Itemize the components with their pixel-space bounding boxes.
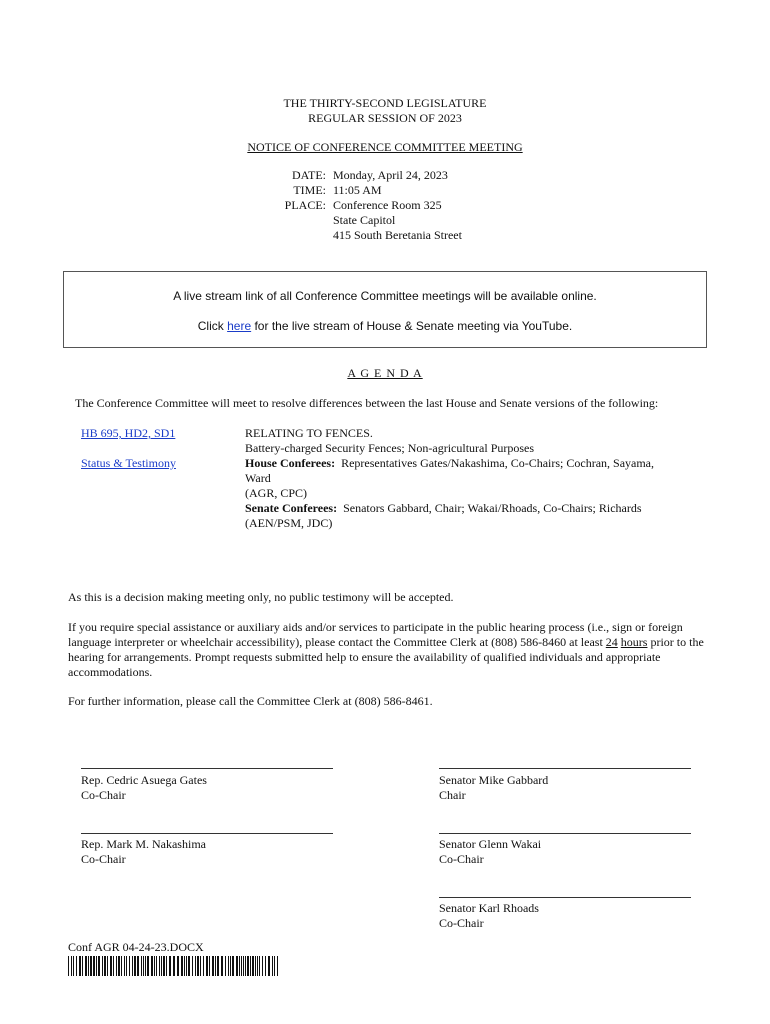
signature-line-rhoads: [439, 897, 691, 898]
bill-description: Battery-charged Security Fences; Non-agricultural Purposes: [245, 441, 535, 455]
place-line-1: Conference Room 325: [333, 198, 442, 212]
signature-line-nakashima: [81, 833, 333, 834]
signer-role: Co-Chair: [81, 788, 126, 802]
livestream-prefix: Click: [197, 319, 228, 333]
senate-committees: (AEN/PSM, JDC): [245, 516, 333, 530]
agenda-heading: A G E N D A: [347, 366, 423, 380]
livestream-line-2: [64, 319, 706, 334]
assistance-24: 24: [605, 635, 618, 649]
signer-name: Senator Karl Rhoads: [439, 901, 539, 915]
place-line-3: 415 South Beretania Street: [333, 228, 462, 242]
further-info-paragraph: For further information, please call the Committee Clerk at (808) 586-8461.: [68, 694, 433, 708]
livestream-suffix: for the live stream of House & Senate meeting via YouTube.: [251, 319, 573, 333]
signature-gates: [81, 773, 207, 803]
house-conferees-label: House Conferees:: [245, 456, 336, 470]
assistance-text-2: prior to the hearing for arrangements. Prompt requests submitted help to ensure the availability of qualified individuals and appropriate accommodations.: [68, 635, 704, 679]
signature-nakashima: [81, 837, 206, 867]
place-label: PLACE:: [284, 198, 326, 212]
signer-role: Co-Chair: [81, 852, 126, 866]
assistance-paragraph: [68, 620, 708, 680]
bill-relating: RELATING TO FENCES.: [245, 426, 373, 440]
signer-role: Co-Chair: [439, 916, 484, 930]
assistance-text-1: If you require special assistance or auxiliary aids and/or services to participate in the public hearing process (i.e., sign or foreign language interpreter or wheelchair accessibility), please contact the Committee Clerk at (808) 586-8460 at least: [68, 620, 683, 649]
agenda-intro: The Conference Committee will meet to resolve differences between the last House and Senate versions of the following:: [75, 396, 659, 410]
date-label: DATE:: [292, 168, 326, 182]
signature-line-gates: [81, 768, 333, 769]
senate-conferees: [245, 501, 654, 516]
livestream-notice-box: [63, 271, 707, 348]
place-line-2: State Capitol: [333, 213, 396, 227]
signature-gabbard: [439, 773, 548, 803]
house-committees: (AGR, CPC): [245, 486, 308, 500]
signature-line-gabbard: [439, 768, 691, 769]
header-title: THE THIRTY-SECOND LEGISLATURE: [283, 96, 487, 110]
house-conferees-members: Representatives Gates/Nakashima, Co-Chairs; Cochran, Sayama,: [335, 456, 655, 470]
senate-conferees-members: Senators Gabbard, Chair; Wakai/Rhoads, Co-Chairs; Richards: [337, 501, 642, 515]
notice-heading-text: NOTICE OF CONFERENCE COMMITTEE MEETING: [247, 140, 523, 154]
document-code: Conf AGR 04-24-23.DOCX: [68, 940, 204, 954]
house-conferees-members-cont: Ward: [245, 471, 271, 485]
livestream-line-1: A live stream link of all Conference Committee meetings will be available online.: [173, 289, 597, 303]
time-value: 11:05 AM: [333, 183, 382, 197]
house-conferees: [245, 456, 654, 471]
signer-name: Senator Glenn Wakai: [439, 837, 542, 851]
signature-line-wakai: [439, 833, 691, 834]
notice-heading: [0, 140, 770, 155]
bill-link[interactable]: HB 695, HD2, SD1: [81, 426, 176, 440]
time-label: TIME:: [293, 183, 326, 197]
bill-details: [245, 426, 654, 531]
signature-wakai: [439, 837, 541, 867]
status-testimony-link[interactable]: Status & Testimony: [81, 456, 176, 470]
barcode-icon: [68, 956, 278, 976]
header-session: REGULAR SESSION OF 2023: [308, 111, 462, 125]
assistance-hours: hours: [620, 635, 648, 649]
signature-rhoads: [439, 901, 539, 931]
signer-name: Rep. Mark M. Nakashima: [81, 837, 206, 851]
date-value: Monday, April 24, 2023: [333, 168, 448, 182]
signer-name: Rep. Cedric Asuega Gates: [81, 773, 207, 787]
decision-paragraph: As this is a decision making meeting only, no public testimony will be accepted.: [68, 590, 454, 604]
signer-name: Senator Mike Gabbard: [439, 773, 549, 787]
senate-conferees-label: Senate Conferees:: [245, 501, 338, 515]
signer-role: Chair: [439, 788, 466, 802]
signer-role: Co-Chair: [439, 852, 484, 866]
livestream-here-link[interactable]: here: [227, 319, 252, 333]
